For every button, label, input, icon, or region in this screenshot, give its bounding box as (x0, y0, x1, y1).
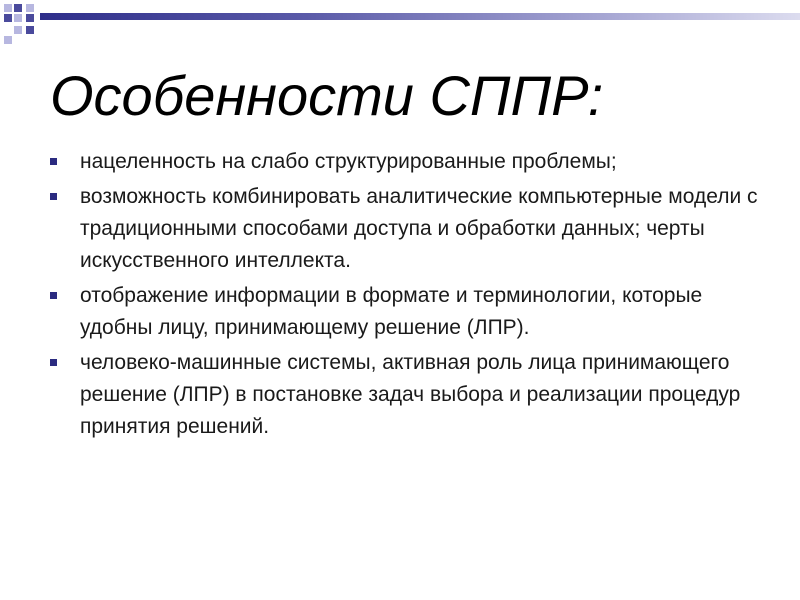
square-bullet-icon (50, 193, 57, 200)
list-item (50, 347, 770, 443)
header-accent-bar (40, 13, 800, 20)
decor-square-icon (4, 4, 12, 12)
slide-title: Особенности СППР: (50, 64, 604, 127)
bullet-list (50, 146, 770, 446)
bullet-text: возможность комбинировать аналитические компьютерные модели с традиционными способами доступа и обработки данных; черты искусственного интеллекта. (80, 185, 758, 272)
list-item (50, 280, 770, 344)
decor-square-icon (26, 14, 34, 22)
decor-square-icon (26, 26, 34, 34)
decor-square-icon (14, 4, 22, 12)
decor-square-icon (14, 14, 22, 22)
bullet-text: отображение информации в формате и терминологии, которые удобны лицу, принимающему решение (ЛПР). (80, 284, 703, 339)
list-item (50, 181, 770, 277)
decor-square-icon (4, 14, 12, 22)
square-bullet-icon (50, 359, 57, 366)
square-bullet-icon (50, 158, 57, 165)
decor-square-icon (26, 4, 34, 12)
bullet-text: человеко-машинные системы, активная роль лица принимающего решение (ЛПР) в постановке задач выбора и реализации процедур принятия решений. (80, 351, 741, 438)
square-bullet-icon (50, 292, 57, 299)
list-item (50, 146, 770, 178)
bullet-text: нацеленность на слабо структурированные проблемы; (80, 150, 617, 173)
decor-square-icon (14, 26, 22, 34)
decor-square-icon (4, 36, 12, 44)
